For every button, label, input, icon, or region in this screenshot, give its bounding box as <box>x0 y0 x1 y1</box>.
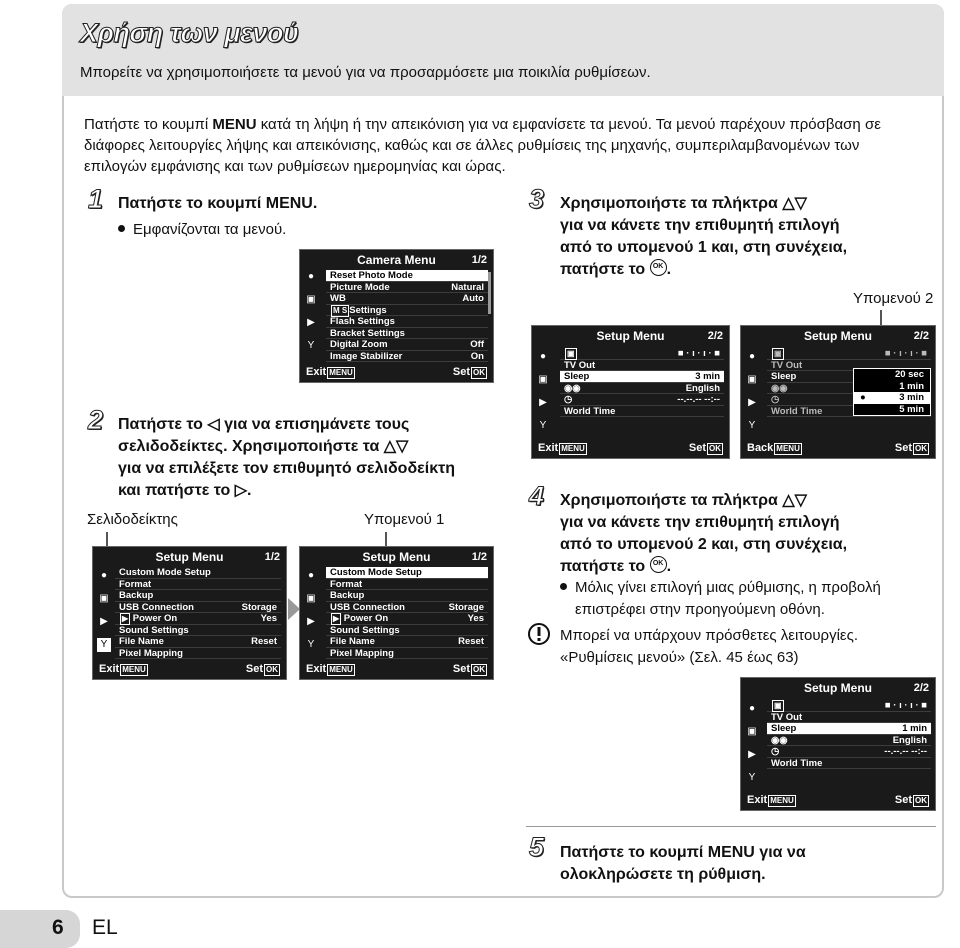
menu-row[interactable]: Backup <box>115 590 281 602</box>
setup-menu-list <box>560 348 724 417</box>
playback-icon[interactable]: ▶ <box>100 616 108 627</box>
brightness-slider: ■ · ı · ı · ■ <box>884 700 927 711</box>
menu-row[interactable]: File Name Reset <box>326 636 488 648</box>
playback-icon[interactable]: ▶ <box>748 749 756 760</box>
menu-row[interactable]: Format <box>326 579 488 591</box>
popup-option[interactable]: 20 sec <box>894 369 924 380</box>
menu-row[interactable]: Sleep 1 min <box>767 723 931 735</box>
camera-icon[interactable]: ● <box>307 570 315 581</box>
camera-icon[interactable]: ● <box>748 351 756 362</box>
camera-menu-title: Camera Menu <box>357 253 436 267</box>
menu-row[interactable]: Format <box>115 579 281 591</box>
movie-icon[interactable]: ▣ <box>747 374 757 385</box>
menu-row[interactable]: ◷ --.--.-- --:-- <box>767 746 931 758</box>
monitor-icon: ▣ <box>567 349 575 358</box>
camera-icon[interactable]: ● <box>539 351 547 362</box>
menu-row[interactable]: Reset Photo Mode <box>326 270 488 282</box>
set-label: Set OK <box>894 442 927 454</box>
clock-icon: ◷ <box>564 394 573 405</box>
setup-menu-title: Setup Menu <box>596 329 665 343</box>
setup-menu-title: Setup Menu <box>804 681 872 695</box>
setup-menu-tabs <box>97 569 111 661</box>
setup-menu-title: Setup Menu <box>155 550 224 564</box>
popup-option-selected[interactable]: ● 3 min <box>854 392 930 404</box>
camera-icon[interactable]: ● <box>307 271 315 282</box>
menu-row[interactable]: Sleep 3 min <box>560 371 724 383</box>
menu-row[interactable]: USB Connection Storage <box>115 602 281 614</box>
playback-icon: ▶ <box>333 614 340 623</box>
wrench-icon[interactable]: Y <box>307 340 315 351</box>
step-3-text: Χρησιμοποιήστε τα πλήκτρα △▽ για να κάνετε την επιθυμητή επιλογή από το υπομενού 1 και, στη συνέχεια, πατήστε το OK . <box>560 195 848 278</box>
step-1-number: 1 <box>88 184 104 214</box>
set-label: Set OK <box>452 366 485 378</box>
setup-menu-title: Setup Menu <box>362 550 431 564</box>
step-3-number: 3 <box>529 184 545 214</box>
caution-icon <box>527 622 551 646</box>
intro-paragraph: Πατήστε το κουμπί MENU κατά τη λήψη ή την απεικόνιση για να εμφανίσετε τα μενού. Τα μενού παρέχουν πρόσβαση σε διάφορες λειτουργίες λήψης και απεικόνισης, καθώς και σε άλλες ρυθμίσεις της μηχανής, συμπεριλαμβανομένων των επιλογών εμφάνισης και των ρυθμίσεων ημερομηνίας και ώρας. <box>84 116 881 175</box>
camera-icon[interactable]: ● <box>748 703 756 714</box>
clock-icon: ◷ <box>771 746 780 757</box>
menu-row[interactable]: World Time <box>560 406 724 418</box>
scrollbar[interactable] <box>488 272 491 314</box>
menu-row[interactable]: TV Out <box>560 360 724 372</box>
menu-row[interactable] <box>767 348 931 360</box>
menu-row[interactable]: File Name Reset <box>115 636 281 648</box>
menu-row[interactable]: ▶ Power On Yes <box>326 613 488 625</box>
menu-row[interactable]: Custom Mode Setup <box>326 567 488 579</box>
playback-icon[interactable]: ▶ <box>748 397 756 408</box>
page-number-badge <box>0 910 80 948</box>
submenu2-label: Υπομενού 2 <box>853 290 934 307</box>
ok-button-icon: OK <box>650 556 667 573</box>
setup-menu-2-result-screen <box>740 677 936 811</box>
ok-button-icon: OK <box>650 259 667 276</box>
camera-menu-list <box>326 270 488 362</box>
step-1-text: Πατήστε το κουμπί MENU. <box>118 195 318 212</box>
menu-row[interactable] <box>560 348 724 360</box>
language-icon: ◉◉ <box>771 734 788 746</box>
movie-icon[interactable]: ▣ <box>306 294 316 305</box>
exit-label: Exit MENU <box>538 442 585 454</box>
menu-row[interactable]: Sound Settings <box>115 625 281 637</box>
setup-menu-page: 1/2 <box>264 551 280 563</box>
step-5-number: 5 <box>529 832 545 862</box>
step-4-number: 4 <box>529 481 545 511</box>
exit-label: Exit MENU <box>99 663 146 675</box>
step-1-bullet: Εμφανίζονται τα μενού. <box>118 219 286 241</box>
menu-row[interactable]: ◷ --.--.-- --:-- <box>560 394 724 406</box>
setup-menu-2-popup-screen <box>740 325 936 459</box>
wrench-icon[interactable]: Y <box>97 638 111 652</box>
menu-row[interactable]: Backup <box>326 590 488 602</box>
menu-row[interactable]: Bracket Settings <box>326 328 488 340</box>
menu-row[interactable]: Digital Zoom Off <box>326 339 488 351</box>
back-label: Back MENU <box>747 442 800 454</box>
menu-row[interactable]: ◉◉ English <box>560 383 724 395</box>
page-number: 6 <box>52 916 64 939</box>
playback-icon[interactable]: ▶ <box>307 616 315 627</box>
setup-menu-page: 2/2 <box>913 682 929 694</box>
menu-row[interactable]: Pixel Mapping <box>326 648 488 660</box>
camera-icon[interactable]: ● <box>100 570 108 581</box>
setup-menu-list <box>115 567 281 659</box>
set-label: Set OK <box>688 442 721 454</box>
sleep-options-popup <box>853 368 931 416</box>
bookmark-label: Σελιδοδείκτης <box>87 511 178 528</box>
wrench-icon[interactable]: Y <box>539 420 547 431</box>
menu-row[interactable]: ▶ Power On Yes <box>115 613 281 625</box>
monitor-icon: ▣ <box>774 349 782 358</box>
movie-icon[interactable]: ▣ <box>99 593 109 604</box>
note-text: Μπορεί να υπάρχουν πρόσθετες λειτουργίες. «Ρυθμίσεις μενού» (Σελ. 45 έως 63) <box>560 627 859 666</box>
movie-icon[interactable]: ▣ <box>306 593 316 604</box>
menu-row[interactable]: Pixel Mapping <box>115 648 281 660</box>
setup-menu-page: 2/2 <box>913 330 929 342</box>
exit-label: Exit MENU <box>747 794 794 806</box>
camera-menu-tabs <box>304 270 318 362</box>
menu-row[interactable]: Picture Mode Natural <box>326 282 488 294</box>
step-5-text: Πατήστε το κουμπί MENU για να ολοκληρώσετε τη ρύθμιση. <box>560 844 806 883</box>
menu-row[interactable]: ◉◉ English <box>767 735 931 747</box>
camera-menu-screen <box>299 249 494 383</box>
setup-menu-2-screen <box>531 325 730 459</box>
menu-row[interactable]: Flash Settings <box>326 316 488 328</box>
menu-row[interactable]: Custom Mode Setup <box>115 567 281 579</box>
popup-option[interactable]: 5 min <box>899 403 924 415</box>
setup-menu-tabs <box>304 569 318 661</box>
exit-label: Exit MENU <box>306 366 353 378</box>
set-label: Set OK <box>452 663 485 675</box>
step-4-bullet: Μόλις γίνει επιλογή μιας ρύθμισης, η προβολή επιστρέφει στην προηγούμενη οθόνη. <box>560 577 930 621</box>
playback-icon: ▶ <box>122 614 129 623</box>
submenu1-label: Υπομενού 1 <box>364 511 445 528</box>
divider <box>526 826 936 827</box>
setup-menu-1-screen <box>92 546 287 680</box>
menu-row[interactable]: Image Stabilizer On <box>326 351 488 363</box>
language-icon: ◉◉ <box>771 382 788 394</box>
setup-menu-tabs <box>745 350 759 442</box>
wrench-icon[interactable]: Y <box>748 420 756 431</box>
step-2-text: Πατήστε το ◁ για να επισημάνετε τους σελιδοδείκτες. Χρησιμοποιήστε τα △▽ για να επιλέξετε τον επιθυμητό σελιδοδείκτη και πατήστε το ▷. <box>118 416 456 499</box>
setup-menu-title: Setup Menu <box>804 329 872 343</box>
exit-label: Exit MENU <box>306 663 353 675</box>
setup-menu-list <box>326 567 488 659</box>
setup-menu-list <box>767 700 931 769</box>
playback-icon[interactable]: ▶ <box>539 397 547 408</box>
setup-menu-page: 1/2 <box>471 551 487 563</box>
menu-row[interactable]: Sound Settings <box>326 625 488 637</box>
monitor-icon: ▣ <box>774 701 782 710</box>
menu-row[interactable]: TV Out <box>767 712 931 724</box>
language-icon: ◉◉ <box>564 382 581 394</box>
clock-icon: ◷ <box>771 394 780 405</box>
setup-menu-page: 2/2 <box>707 330 723 342</box>
setup-menu-tabs <box>745 702 759 794</box>
menu-row[interactable] <box>767 700 931 712</box>
page-subtitle: Μπορείτε να χρησιμοποιήσετε τα μενού για να προσαρμόσετε μια ποικιλία ρυθμίσεων. <box>80 64 651 81</box>
brightness-slider: ■ · ı · ı · ■ <box>884 348 927 359</box>
brightness-slider: ■ · ı · ı · ■ <box>677 348 720 359</box>
menu-row[interactable]: WB Auto <box>326 293 488 305</box>
step-4-text: Χρησιμοποιήστε τα πλήκτρα △▽ για να κάνετε την επιθυμητή επιλογή από το υπομενού 2 και, στη συνέχεια, πατήστε το OK . <box>560 492 848 575</box>
menu-row[interactable]: World Time <box>767 406 931 418</box>
menu-row[interactable]: M S Settings <box>326 305 488 317</box>
menu-row[interactable]: USB Connection Storage <box>326 602 488 614</box>
wrench-icon[interactable]: Y <box>748 772 756 783</box>
movie-icon[interactable]: ▣ <box>747 726 757 737</box>
set-label: Set OK <box>245 663 278 675</box>
popup-option[interactable]: 1 min <box>899 380 924 392</box>
page-title: Χρήση των μενού <box>80 18 299 48</box>
menu-row[interactable]: Sleep <box>767 371 931 383</box>
movie-icon[interactable]: ▣ <box>538 374 548 385</box>
language-code: EL <box>92 916 118 939</box>
set-label: Set OK <box>894 794 927 806</box>
menu-row[interactable]: TV Out <box>767 360 931 372</box>
setup-menu-tabs <box>536 350 550 442</box>
wrench-icon[interactable]: Y <box>307 639 315 650</box>
playback-icon[interactable]: ▶ <box>307 317 315 328</box>
menu-row[interactable]: World Time <box>767 758 931 770</box>
camera-menu-page: 1/2 <box>471 254 487 266</box>
step-2-number: 2 <box>88 405 104 435</box>
setup-menu-1-selected-screen <box>299 546 494 680</box>
